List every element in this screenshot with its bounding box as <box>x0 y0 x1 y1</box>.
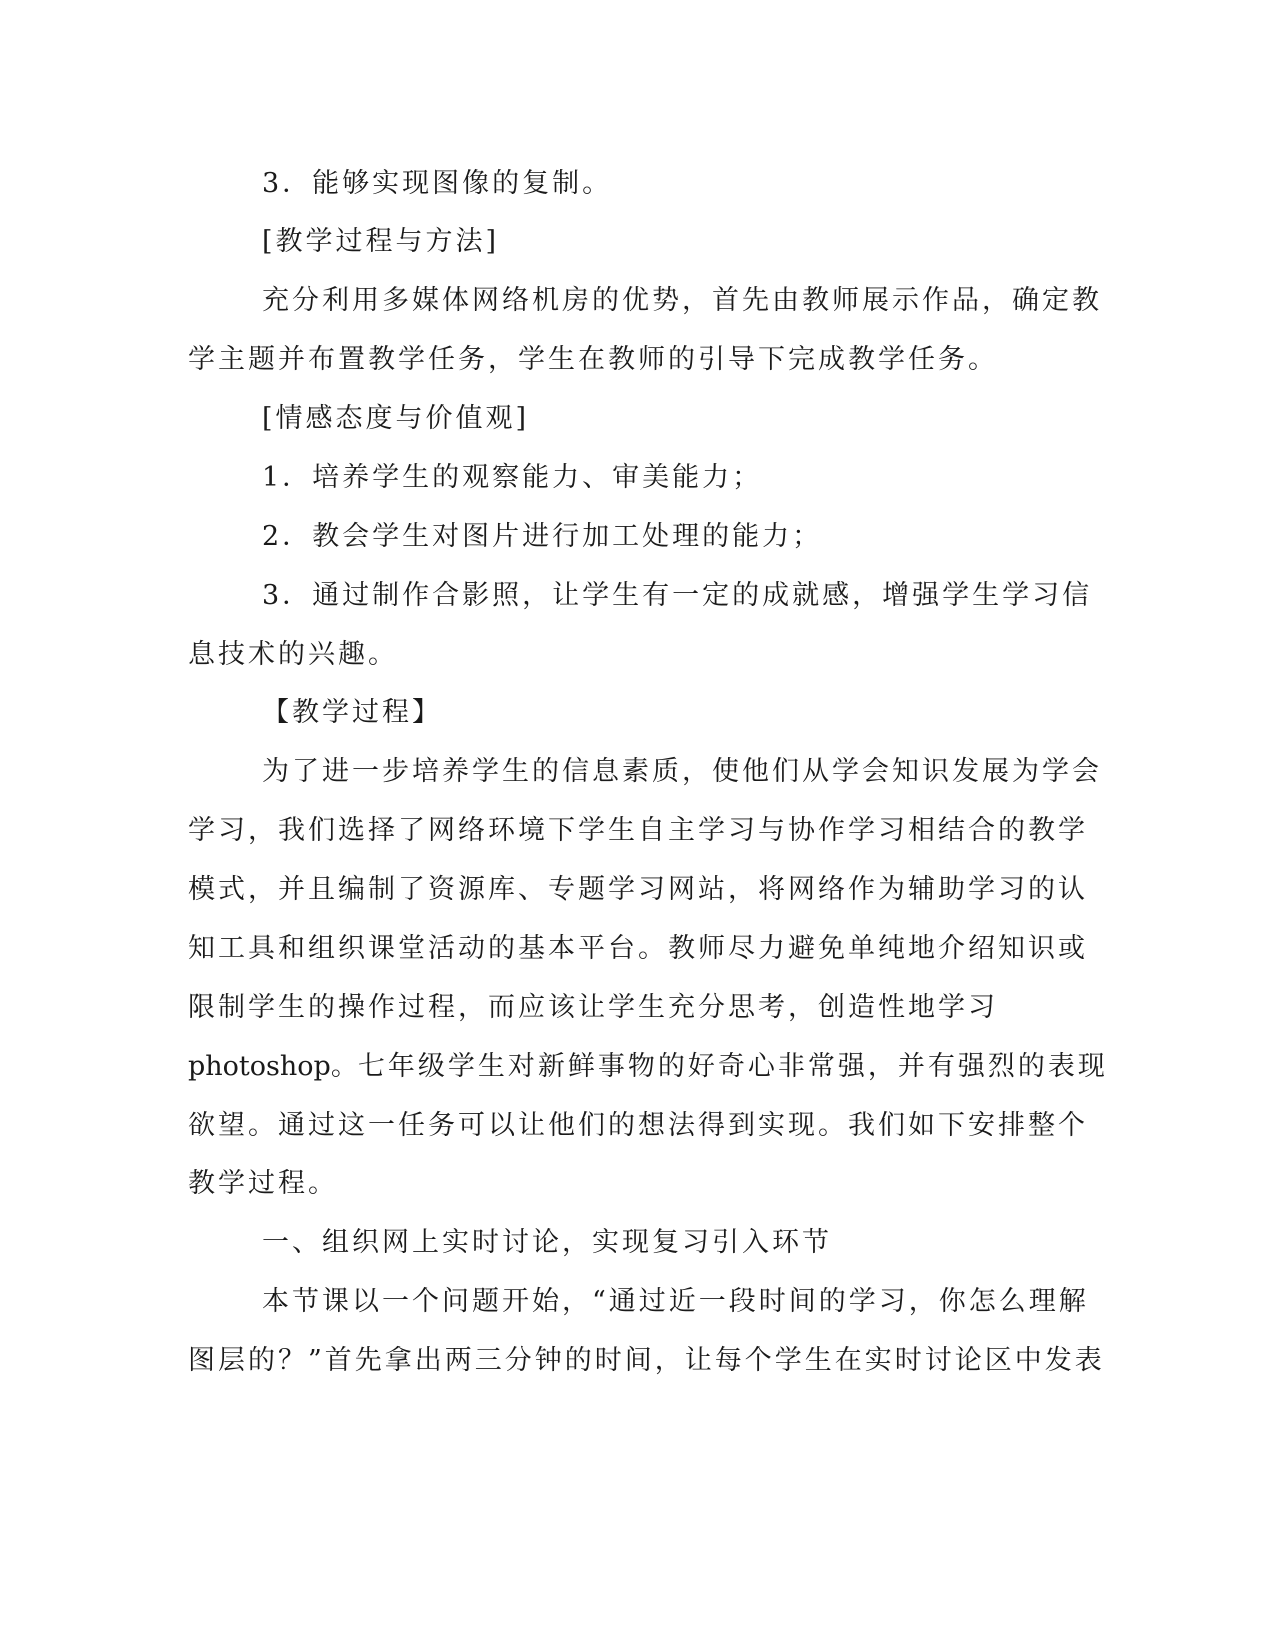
section-heading-step-one: 一、组织网上实时讨论，实现复习引入环节 <box>262 1227 832 1258</box>
section-heading-teaching-process: 【教学过程】 <box>262 697 442 728</box>
paragraph-line: 本节课以一个问题开始，“通过近一段时间的学习，你怎么理解 <box>262 1286 1089 1317</box>
inline-word-photoshop: photoshop。 <box>188 1051 358 1082</box>
paragraph-line: 学主题并布置教学任务，学生在教师的引导下完成教学任务。 <box>188 344 998 375</box>
paragraph-line: 限制学生的操作过程，而应该让学生充分思考，创造性地学习 <box>188 992 998 1023</box>
paragraph-line-text: 七年级学生对新鲜事物的好奇心非常强，并有强烈的表现 <box>357 1051 1108 1082</box>
paragraph-line: 欲望。通过这一任务可以让他们的想法得到实现。我们如下安排整个 <box>188 1110 1088 1141</box>
list-item-3-copy-image: 3．能够实现图像的复制。 <box>262 168 613 199</box>
list-item-3-group-photo: 3．通过制作合影照，让学生有一定的成就感，增强学生学习信 <box>262 580 1093 611</box>
paragraph-line-photoshop <box>188 1049 1108 1085</box>
paragraph-line: 模式，并且编制了资源库、专题学习网站，将网络作为辅助学习的认 <box>188 874 1088 905</box>
paragraph-line: 为了进一步培养学生的信息素质，使他们从学会知识发展为学会 <box>262 756 1102 787</box>
paragraph-line: 充分利用多媒体网络机房的优势，首先由教师展示作品，确定教 <box>262 285 1102 316</box>
paragraph-line: 知工具和组织课堂活动的基本平台。教师尽力避免单纯地介绍知识或 <box>188 933 1088 964</box>
paragraph-line: 图层的？”首先拿出两三分钟的时间，让每个学生在实时讨论区中发表 <box>188 1345 1105 1376</box>
paragraph-line: 学习，我们选择了网络环境下学生自主学习与协作学习相结合的教学 <box>188 815 1088 846</box>
paragraph-line: 息技术的兴趣。 <box>188 639 398 670</box>
section-heading-attitude-values: [情感态度与价值观] <box>262 403 530 434</box>
paragraph-line: 教学过程。 <box>188 1168 338 1199</box>
section-heading-process-method: [教学过程与方法] <box>262 226 500 257</box>
list-item-2-processing: 2．教会学生对图片进行加工处理的能力； <box>262 521 823 552</box>
list-item-1-observation: 1．培养学生的观察能力、审美能力； <box>262 462 763 493</box>
